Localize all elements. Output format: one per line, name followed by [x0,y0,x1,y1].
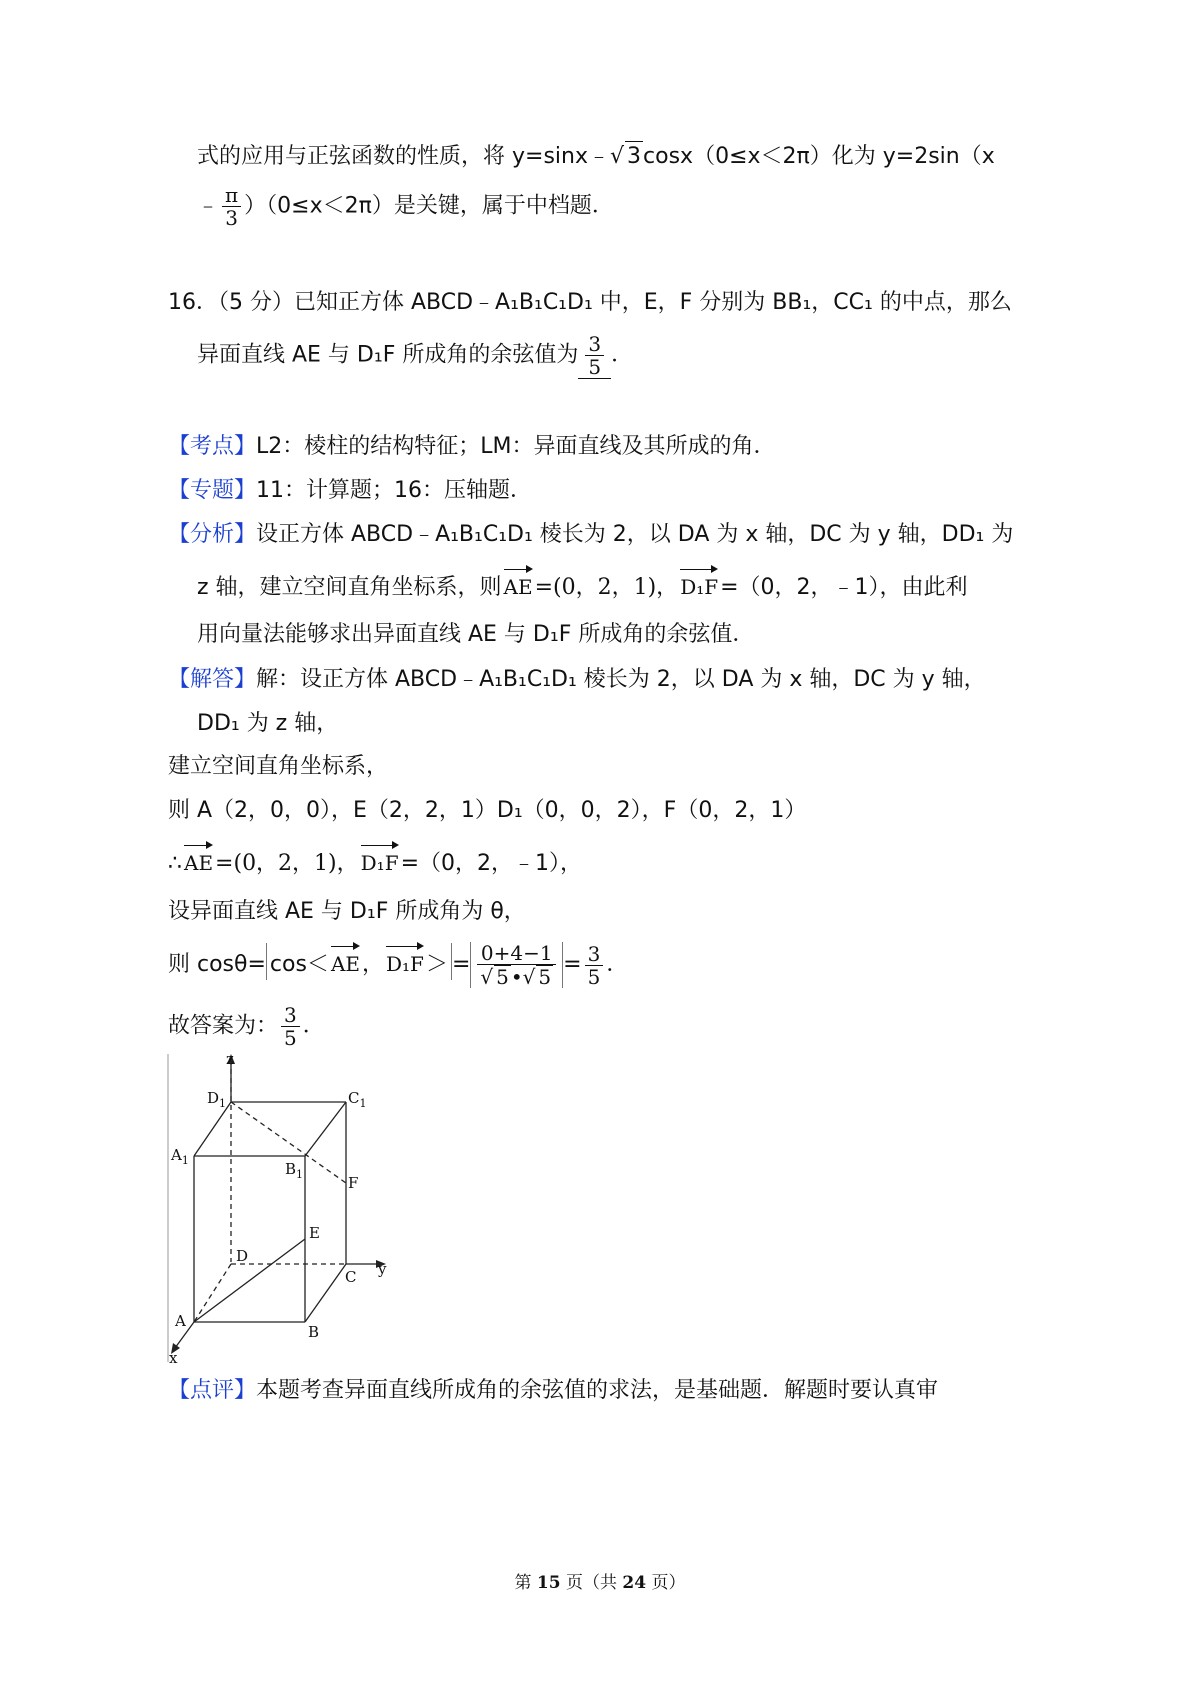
text: ， [361,952,384,977]
denominator: 3 [225,206,238,230]
edge-da [194,1264,231,1322]
jieda-tag: 【解答】 [168,667,257,692]
answer-fraction [585,333,604,378]
denominator: √ 5 •√ 5 [480,965,552,989]
vector-ae: AE [184,842,213,878]
label-f: F [348,1174,359,1192]
text: 故答案为： [168,1013,279,1039]
sqrt-value: 3 [625,141,643,172]
text: 页（共 [560,1573,623,1593]
label-e: E [309,1224,320,1242]
jieda-line-5 [168,842,582,879]
page-number: 15 [536,1573,561,1593]
cos-fraction [477,942,556,988]
label-z: z [226,1052,234,1068]
dianping-tag: 【点评】 [168,1378,257,1403]
abs-fraction [470,942,563,988]
label-c1: $C_1$ [348,1089,367,1110]
text: 式的应用与正弦函数的性质，将 y=sinx﹣ [197,144,610,169]
text: ． [302,1013,325,1039]
label-d: D [236,1247,249,1265]
vector-d1f: D₁F [386,943,424,979]
text: ﹣ [197,193,220,219]
text: = [451,952,471,977]
vector-ae: AE [331,943,360,979]
label-a1: $A_1$ [171,1146,189,1167]
numerator: 0+4−1 [477,942,556,965]
jieda-line-3: 建立空间直角坐标系， [168,754,389,779]
text: =(0，2，1)， [215,851,359,876]
text: 页） [646,1573,686,1593]
therefore-symbol: ∴ [168,851,182,876]
dianping-line [168,1376,938,1406]
jieda-line-8 [168,1004,325,1049]
text: ＞ [425,952,448,977]
numerator: 3 [585,943,604,966]
text: 设正方体 ABCD﹣A₁B₁C₁D₁ 棱长为 2，以 DA 为 x 轴，DC 为 y 轴，DD₁ 为 [256,522,1014,547]
text: 11：计算题；16：压轴题． [256,478,533,503]
fenxi-line-1 [168,520,1013,550]
jieda-line-7: 则 cosθ= cos＜ AE， D₁F＞ = $\frac{0+4-1}{√ 5 •√ 5}$ = $\frac{3}{5}$ ． [168,941,629,989]
text: 则 cosθ= [168,952,266,977]
text: z 轴，建立空间直角坐标系，则 [197,575,502,600]
label-b1: $B_1$ [285,1160,304,1181]
label-d1: $D_1$ [207,1089,227,1110]
text: 解：设正方体 ABCD﹣A₁B₁C₁D₁ 棱长为 2，以 DA 为 x 轴，DC 为 y 轴， [256,667,986,692]
label-a: A [175,1312,186,1330]
vector-d1f: D₁F [361,842,399,878]
numerator: 3 [281,1004,300,1027]
edge-a1d1 [194,1102,231,1156]
question-16-line-1: 16．（5 分）已知正方体 ABCD﹣A₁B₁C₁D₁ 中，E，F 分别为 BB₁，CC₁ 的中点，那么 [168,290,1012,315]
sqrt-value: 5 [496,965,509,989]
pi-over-3-fraction [222,184,241,229]
numerator: 3 [585,333,604,356]
result-fraction [585,943,604,988]
vector-ae: AE [504,566,533,602]
answer-fraction [281,1004,300,1049]
jieda-line-1 [168,665,986,695]
sqrt-value: 5 [538,965,552,989]
total-pages: 24 [622,1573,647,1593]
text: ）（0≤x＜2π）是关键，属于中档题． [244,193,614,219]
zhuanti-line [168,476,532,506]
prev-line-1: 式的应用与正弦函数的性质，将 y=sinx﹣√ 3cosx（0≤x＜2π）化为 y=2sin（x [197,141,995,172]
dot: • [510,965,523,989]
numerator: π [222,184,241,207]
label-x: x [169,1349,178,1367]
label-b: B [308,1323,320,1341]
text: cos＜ [269,952,329,977]
abs-value [266,943,452,980]
page-footer [0,1568,1200,1593]
text: 本题考查异面直线所成角的余弦值的求法，是基础题．解题时要认真审 [256,1378,939,1403]
text: ． [611,342,634,368]
question-16-line-2 [197,333,633,379]
fenxi-line-2 [197,566,968,603]
denominator: 5 [587,964,601,989]
zhuanti-tag: 【专题】 [168,478,257,503]
text: 第 [514,1573,537,1593]
label-c: C [345,1268,357,1286]
cube-figure [165,1052,405,1367]
kaodian-line [168,432,776,462]
fenxi-line-3: 用向量法能够求出异面直线 AE 与 D₁F 所成角的余弦值． [197,622,755,647]
edge-b1c1 [305,1102,346,1156]
edge-bc [305,1264,346,1322]
text: 异面直线 AE 与 D₁F 所成角的余弦值为 [197,342,579,368]
jieda-line-6: 设异面直线 AE 与 D₁F 所成角为 θ， [168,899,526,924]
text: =（0，2，﹣1），由此利 [720,575,968,600]
segment-ae [194,1239,305,1322]
fenxi-tag: 【分析】 [168,522,257,547]
text: =（0，2，﹣1）， [400,851,583,876]
label-y: y [378,1260,387,1278]
prev-line-2 [197,184,614,229]
text: cosx（0≤x＜2π）化为 y=2sin（x [643,144,995,169]
kaodian-tag: 【考点】 [168,434,257,459]
answer-blank [578,333,611,379]
denominator: 5 [284,1026,297,1050]
text: =(0，2，1)， [534,575,679,600]
text: ． [606,952,629,977]
text: L2：棱柱的结构特征；LM：异面直线及其所成的角． [256,434,776,459]
denominator: 5 [588,355,602,379]
jieda-line-2: DD₁ 为 z 轴， [197,711,339,736]
vector-d1f: D₁F [680,566,718,602]
jieda-line-4: 则 A（2，0，0），E（2，2，1）D₁（0，0，2），F（0，2，1） [168,798,807,823]
